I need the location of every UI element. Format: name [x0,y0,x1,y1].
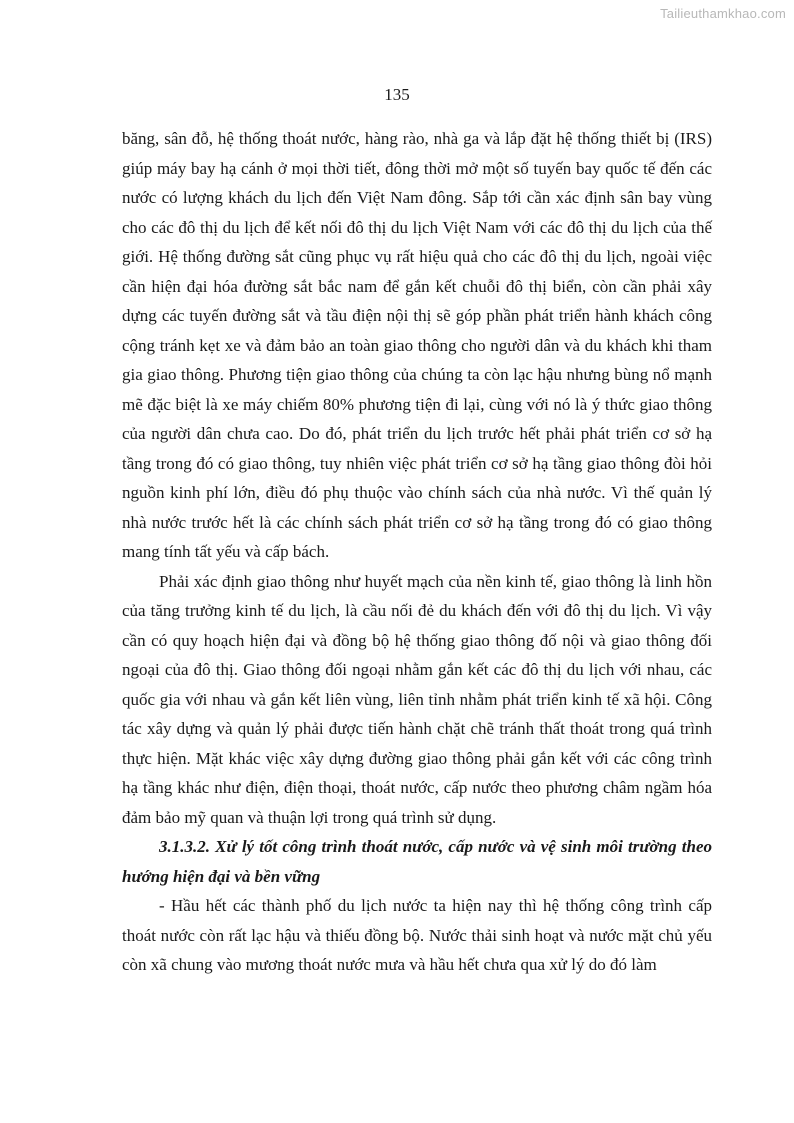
section-heading: 3.1.3.2. Xử lý tốt công trình thoát nước, cấp nước và vệ sinh môi trường theo hướng hiện đại và bền vững [122,837,712,886]
page-number: 135 [384,85,410,104]
watermark: Tailieuthamkhao.com [660,6,786,21]
document-body [122,124,712,980]
paragraph-1: băng, sân đỗ, hệ thống thoát nước, hàng rào, nhà ga và lắp đặt hệ thống thiết bị (IRS) giúp máy bay hạ cánh ở mọi thời tiết, đông thời mở một số tuyến bay quốc tế đến các nước có lượng khách du lịch đến Việt Nam đông. Sắp tới cần xác định sân bay vùng cho các đô thị du lịch để kết nối đô thị du lịch Việt Nam với các đô thị du lịch của thế giới. Hệ thống đường sắt cũng phục vụ rất hiệu quả cho các đô thị du lịch, ngoài việc cần hiện đại hóa đường sắt bắc nam để gắn kết chuỗi đô thị biển, còn cần phải xây dựng các tuyến đường sắt và tầu điện nội thị sẽ góp phần phát triển hành khách công cộng tránh kẹt xe và đảm bảo an toàn giao thông cho người dân và du khách khi tham gia giao thông. Phương tiện giao thông của chúng ta còn lạc hậu nhưng bùng nổ mạnh mẽ đặc biệt là xe máy chiếm 80% phương tiện đi lại, cùng với nó là ý thức giao thông của người dân chưa cao. Do đó, phát triển du lịch trước hết phải phát triển cơ sở hạ tầng trong đó có giao thông, tuy nhiên việc phát triển cơ sở hạ tầng giao thông đòi hỏi nguồn kinh phí lớn, điều đó phụ thuộc vào chính sách của nhà nước. Vì thế quản lý nhà nước trước hết là các chính sách phát triển cơ sở hạ tầng trong đó có giao thông mang tính tất yếu và cấp bách. [122,129,712,561]
paragraph-2: Phải xác định giao thông như huyết mạch của nền kinh tế, giao thông là linh hồn của tăng trưởng kinh tế du lịch, là cầu nối đẻ du khách đến với đô thị du lịch. Vì vậy cần có quy hoạch hiện đại và đồng bộ hệ thống giao thông đố nội và giao thông đối ngoại của đô thị. Giao thông đối ngoại nhằm gắn kết các đô thị du lịch với nhau, các quốc gia với nhau và gắn kết liên vùng, liên tỉnh nhằm phát triển kinh tế xã hội. Công tác xây dựng và quản lý phải được tiến hành chặt chẽ tránh thất thoát trong quá trình thực hiện. Mặt khác việc xây dựng đường giao thông phải gắn kết với các công trình hạ tầng khác như điện, điện thoại, thoát nước, cấp nước theo phương châm ngầm hóa đảm bảo mỹ quan và thuận lợi trong quá trình sử dụng. [122,571,712,827]
paragraph-3: - Hầu hết các thành phố du lịch nước ta hiện nay thì hệ thống công trình cấp thoát nước còn rất lạc hậu và thiếu đồng bộ. Nước thải sinh hoạt và nước mặt chủ yếu còn xã chung vào mương thoát nước mưa và hầu hết chưa qua xử lý do đó làm [122,896,712,974]
